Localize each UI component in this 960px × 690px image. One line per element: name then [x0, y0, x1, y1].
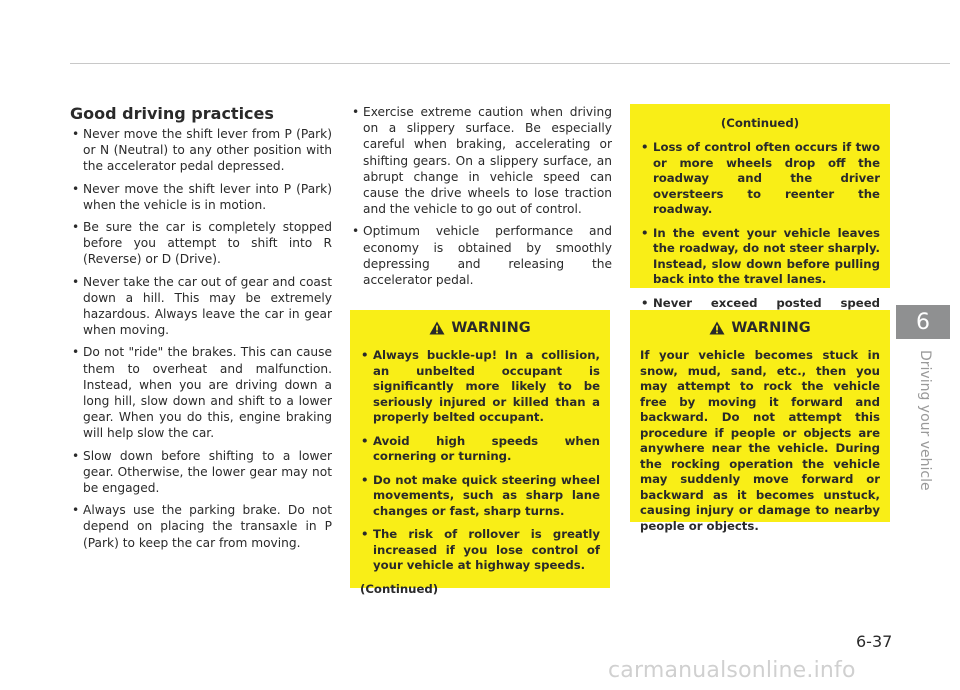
list-item: • Loss of control often occurs if two or more wheels drop off the roadway and the driver oversteers to reenter the roadway.: [640, 140, 880, 218]
chapter-label: Driving your vehicle: [917, 350, 933, 491]
warning-box-2: [630, 310, 890, 533]
warning-list-1: [360, 348, 600, 574]
list-item: • Do not "ride" the brakes. This can cause them to overheat and malfunction. Instead, when you are driving down a long hill, slow down and shift to a lower gear. When you do this, engine braking will help slow the car.: [70, 344, 332, 441]
list-item: • Never move the shift lever into P (Park) when the vehicle is in motion.: [70, 181, 332, 213]
section-heading: Good driving practices: [70, 104, 274, 123]
list-item: • The risk of rollover is greatly increased if you lose control of your vehicle at highway speeds.: [360, 527, 600, 574]
warning-title: [640, 320, 880, 336]
warning-title-text: WARNING: [451, 320, 531, 336]
list-item: • Optimum vehicle performance and economy is obtained by smoothly depressing and releasing the accelerator pedal.: [350, 223, 612, 288]
warning-text: If your vehicle becomes stuck in snow, mud, sand, etc., then you may attempt to rock the vehicle free by moving it forward and backward. Do not attempt this procedure if people or objects are anywhere near the vehicle. During the rocking operation the vehicle may suddenly move forward or backward as it becomes unstuck, causing injury or damage to nearby people or objects.: [640, 348, 880, 533]
page-number: 6-37: [856, 632, 893, 651]
continued-box: [630, 104, 890, 310]
warning-triangle-icon: [709, 321, 725, 335]
continued-label: (Continued): [360, 581, 439, 596]
practices-list-2: [350, 104, 612, 288]
list-item: • Always buckle-up! In a collision, an unbelted occupant is significantly more likely to be seriously injured or killed than a properly belted occupant.: [360, 348, 600, 426]
chapter-tab: 6: [896, 305, 950, 339]
left-column: [70, 126, 332, 557]
warning-box-1: [350, 310, 610, 596]
list-item: • Do not make quick steering wheel movements, such as sharp lane changes or fast, sharp turns.: [360, 473, 600, 520]
continued-list: [640, 140, 880, 327]
list-item: • Slow down before shifting to a lower gear. Otherwise, the lower gear may not be engaged.: [70, 448, 332, 497]
warning-title-text: WARNING: [731, 320, 811, 336]
top-rule: [70, 63, 950, 64]
list-item: • In the event your vehicle leaves the roadway, do not steer sharply. Instead, slow down before pulling back into the travel lanes.: [640, 226, 880, 288]
list-item: • Exercise extreme caution when driving on a slippery surface. Be especially careful when braking, accelerating or shifting gears. On a slippery surface, an abrupt change in vehicle speed can cause the drive wheels to lose traction and the vehicle to go out of control.: [350, 104, 612, 217]
list-item: • Always use the parking brake. Do not depend on placing the transaxle in P (Park) to keep the car from moving.: [70, 502, 332, 551]
list-item: • Never move the shift lever from P (Park) or N (Neutral) to any other position with the accelerator pedal depressed.: [70, 126, 332, 175]
warning-triangle-icon: [429, 321, 445, 335]
list-item: • Avoid high speeds when cornering or turning.: [360, 434, 600, 465]
middle-column: [350, 104, 612, 294]
list-item: • Never take the car out of gear and coast down a hill. This may be extremely hazardous. Always leave the car in gear when moving.: [70, 274, 332, 339]
warning-title: [360, 320, 600, 336]
list-item: • Be sure the car is completely stopped before you attempt to shift into R (Reverse) or D (Drive).: [70, 219, 332, 268]
practices-list-1: [70, 126, 332, 551]
list-item: • Never exceed posted speed: [640, 296, 880, 327]
watermark: carmanualsonline.info: [608, 658, 856, 683]
continued-header: (Continued): [720, 116, 800, 130]
